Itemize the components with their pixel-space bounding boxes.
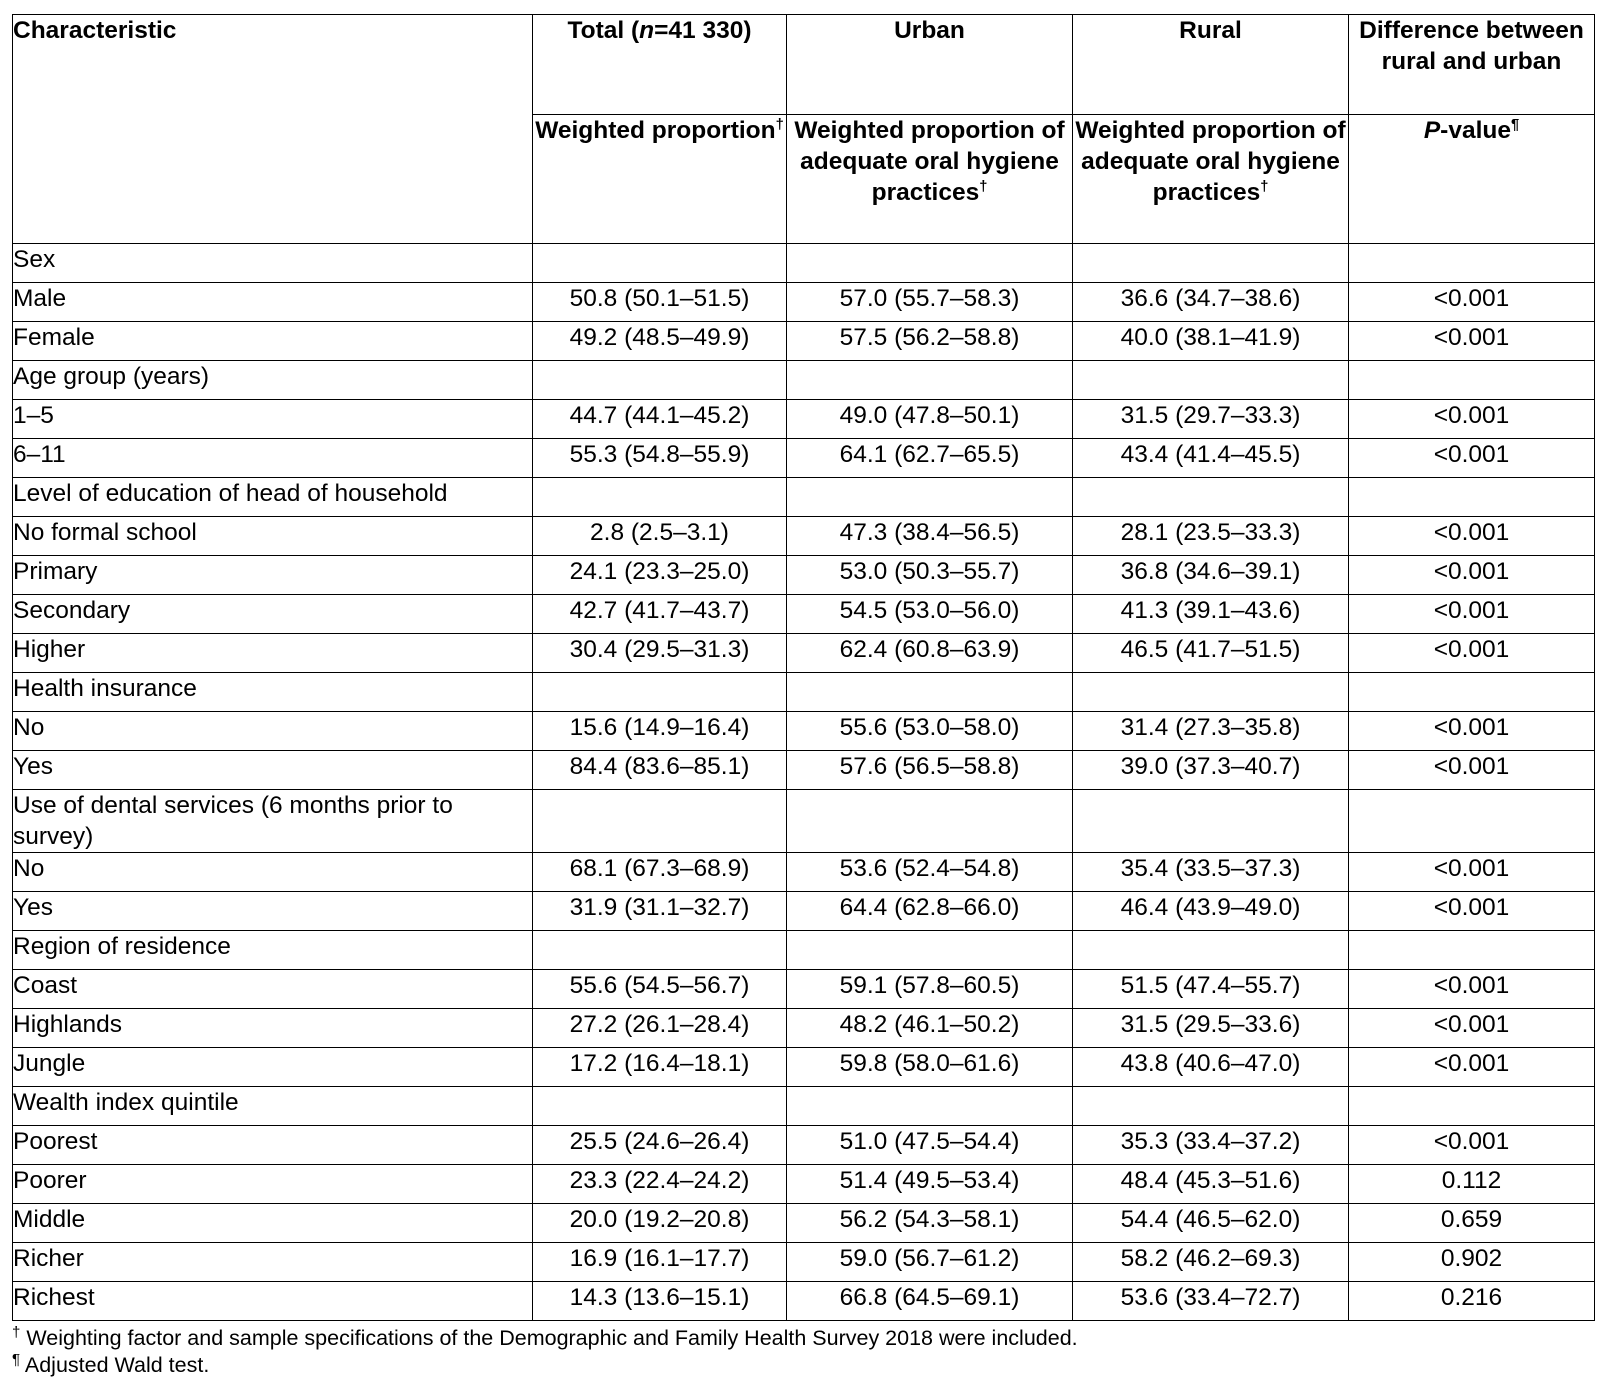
total-value: 15.6 (14.9–16.4) [533,712,787,751]
urban-value: 47.3 (38.4–56.5) [787,517,1073,556]
header-total: Total (n=41 330) [533,15,787,115]
rural-value: 43.4 (41.4–45.5) [1073,439,1349,478]
total-value: 55.3 (54.8–55.9) [533,439,787,478]
footnote [12,1352,1594,1379]
urban-value: 59.8 (58.0–61.6) [787,1048,1073,1087]
urban-value: 55.6 (53.0–58.0) [787,712,1073,751]
empty-cell [1073,1087,1349,1126]
p-value: <0.001 [1349,970,1595,1009]
rural-value: 48.4 (45.3–51.6) [1073,1165,1349,1204]
p-value: <0.001 [1349,400,1595,439]
empty-cell [1073,673,1349,712]
urban-value: 64.1 (62.7–65.5) [787,439,1073,478]
footnotes [12,1325,1594,1379]
p-value: <0.001 [1349,1048,1595,1087]
row-label: Poorest [13,1126,533,1165]
group-row [13,244,1595,283]
row-label: Male [13,283,533,322]
empty-cell [787,1087,1073,1126]
empty-cell [533,361,787,400]
urban-value: 59.1 (57.8–60.5) [787,970,1073,1009]
rural-value: 51.5 (47.4–55.7) [1073,970,1349,1009]
header-urban-weighted-adequate: Weighted proportion of adequate oral hygiene practices† [787,115,1073,244]
characteristics-table [12,14,1595,1321]
row-label: No formal school [13,517,533,556]
table-row [13,853,1595,892]
row-label: Coast [13,970,533,1009]
empty-cell [1073,478,1349,517]
urban-value: 53.0 (50.3–55.7) [787,556,1073,595]
rural-value: 28.1 (23.5–33.3) [1073,517,1349,556]
group-row [13,790,1595,853]
row-label: Poorer [13,1165,533,1204]
empty-cell [533,1087,787,1126]
p-value: 0.112 [1349,1165,1595,1204]
group-label: Use of dental services (6 months prior to survey) [13,790,533,853]
table-row [13,970,1595,1009]
group-row [13,673,1595,712]
empty-cell [1349,478,1595,517]
p-value: <0.001 [1349,634,1595,673]
table-row [13,1009,1595,1048]
row-label: Primary [13,556,533,595]
total-value: 25.5 (24.6–26.4) [533,1126,787,1165]
rural-value: 53.6 (33.4–72.7) [1073,1282,1349,1321]
total-value: 49.2 (48.5–49.9) [533,322,787,361]
empty-cell [1073,790,1349,853]
empty-cell [787,244,1073,283]
table-body [13,244,1595,1321]
empty-cell [533,790,787,853]
row-label: Richest [13,1282,533,1321]
group-row [13,361,1595,400]
footnote-symbol: † [12,1323,21,1341]
row-label: 1–5 [13,400,533,439]
footnote [12,1325,1594,1352]
empty-cell [1349,931,1595,970]
table-row [13,517,1595,556]
empty-cell [787,931,1073,970]
rural-value: 31.5 (29.5–33.6) [1073,1009,1349,1048]
row-label: No [13,712,533,751]
header-rural: Rural [1073,15,1349,115]
rural-value: 35.4 (33.5–37.3) [1073,853,1349,892]
group-label: Wealth index quintile [13,1087,533,1126]
urban-value: 51.4 (49.5–53.4) [787,1165,1073,1204]
total-value: 14.3 (13.6–15.1) [533,1282,787,1321]
total-value: 17.2 (16.4–18.1) [533,1048,787,1087]
header-weighted-proportion: Weighted proportion† [533,115,787,244]
total-value: 68.1 (67.3–68.9) [533,853,787,892]
table-row [13,1165,1595,1204]
group-row [13,1087,1595,1126]
urban-value: 57.0 (55.7–58.3) [787,283,1073,322]
table-row [13,400,1595,439]
table-row [13,1126,1595,1165]
total-value: 23.3 (22.4–24.2) [533,1165,787,1204]
row-label: Jungle [13,1048,533,1087]
rural-value: 41.3 (39.1–43.6) [1073,595,1349,634]
urban-value: 51.0 (47.5–54.4) [787,1126,1073,1165]
p-value: <0.001 [1349,751,1595,790]
rural-value: 36.6 (34.7–38.6) [1073,283,1349,322]
row-label: Richer [13,1243,533,1282]
urban-value: 57.5 (56.2–58.8) [787,322,1073,361]
p-value: <0.001 [1349,439,1595,478]
footnote-text: Weighting factor and sample specifications of the Demographic and Family Health Survey 2018 were included. [20,1326,1078,1350]
empty-cell [1073,244,1349,283]
urban-value: 66.8 (64.5–69.1) [787,1282,1073,1321]
urban-value: 48.2 (46.1–50.2) [787,1009,1073,1048]
empty-cell [533,244,787,283]
empty-cell [1349,673,1595,712]
total-value: 84.4 (83.6–85.1) [533,751,787,790]
group-label: Health insurance [13,673,533,712]
header-rural-weighted-adequate: Weighted proportion of adequate oral hygiene practices† [1073,115,1349,244]
rural-value: 35.3 (33.4–37.2) [1073,1126,1349,1165]
total-value: 27.2 (26.1–28.4) [533,1009,787,1048]
empty-cell [1349,790,1595,853]
table-row [13,556,1595,595]
rural-value: 46.5 (41.7–51.5) [1073,634,1349,673]
empty-cell [1349,361,1595,400]
urban-value: 62.4 (60.8–63.9) [787,634,1073,673]
empty-cell [1349,244,1595,283]
p-value: <0.001 [1349,322,1595,361]
p-value: <0.001 [1349,556,1595,595]
row-label: Middle [13,1204,533,1243]
total-value: 44.7 (44.1–45.2) [533,400,787,439]
total-value: 24.1 (23.3–25.0) [533,556,787,595]
document [12,14,1594,1379]
rural-value: 58.2 (46.2–69.3) [1073,1243,1349,1282]
table-row [13,751,1595,790]
group-label: Sex [13,244,533,283]
header-p-value: P-value¶ [1349,115,1595,244]
table-row [13,1204,1595,1243]
total-value: 55.6 (54.5–56.7) [533,970,787,1009]
table-row [13,283,1595,322]
empty-cell [1349,1087,1595,1126]
table-row [13,712,1595,751]
empty-cell [533,478,787,517]
p-value: <0.001 [1349,595,1595,634]
row-label: Female [13,322,533,361]
empty-cell [787,790,1073,853]
rural-value: 31.4 (27.3–35.8) [1073,712,1349,751]
urban-value: 56.2 (54.3–58.1) [787,1204,1073,1243]
row-label: Secondary [13,595,533,634]
empty-cell [787,478,1073,517]
row-label: Highlands [13,1009,533,1048]
empty-cell [787,673,1073,712]
table-row [13,1048,1595,1087]
header-difference: Difference between rural and urban [1349,15,1595,115]
group-label: Level of education of head of household [13,478,533,517]
empty-cell [533,673,787,712]
row-label: Yes [13,751,533,790]
rural-value: 36.8 (34.6–39.1) [1073,556,1349,595]
total-value: 16.9 (16.1–17.7) [533,1243,787,1282]
group-label: Age group (years) [13,361,533,400]
rural-value: 46.4 (43.9–49.0) [1073,892,1349,931]
urban-value: 64.4 (62.8–66.0) [787,892,1073,931]
group-row [13,931,1595,970]
total-value: 20.0 (19.2–20.8) [533,1204,787,1243]
empty-cell [1073,361,1349,400]
urban-value: 49.0 (47.8–50.1) [787,400,1073,439]
footnote-symbol: ¶ [12,1350,21,1368]
p-value: <0.001 [1349,853,1595,892]
rural-value: 54.4 (46.5–62.0) [1073,1204,1349,1243]
p-value: 0.216 [1349,1282,1595,1321]
p-value: <0.001 [1349,283,1595,322]
group-row [13,478,1595,517]
row-label: 6–11 [13,439,533,478]
row-label: Higher [13,634,533,673]
empty-cell [787,361,1073,400]
total-value: 42.7 (41.7–43.7) [533,595,787,634]
row-label: Yes [13,892,533,931]
p-value: <0.001 [1349,712,1595,751]
total-value: 50.8 (50.1–51.5) [533,283,787,322]
header-urban: Urban [787,15,1073,115]
table-row [13,439,1595,478]
header-characteristic: Characteristic [13,15,533,244]
header-row-1 [13,15,1595,115]
footnote-text: Adjusted Wald test. [20,1353,210,1377]
p-value: <0.001 [1349,517,1595,556]
p-value: 0.902 [1349,1243,1595,1282]
p-value: <0.001 [1349,1009,1595,1048]
urban-value: 59.0 (56.7–61.2) [787,1243,1073,1282]
table-row [13,1243,1595,1282]
urban-value: 57.6 (56.5–58.8) [787,751,1073,790]
empty-cell [1073,931,1349,970]
empty-cell [533,931,787,970]
rural-value: 39.0 (37.3–40.7) [1073,751,1349,790]
total-value: 31.9 (31.1–32.7) [533,892,787,931]
table-row [13,634,1595,673]
rural-value: 31.5 (29.7–33.3) [1073,400,1349,439]
total-value: 2.8 (2.5–3.1) [533,517,787,556]
total-value: 30.4 (29.5–31.3) [533,634,787,673]
p-value: 0.659 [1349,1204,1595,1243]
table-row [13,892,1595,931]
table-row [13,1282,1595,1321]
row-label: No [13,853,533,892]
urban-value: 53.6 (52.4–54.8) [787,853,1073,892]
p-value: <0.001 [1349,1126,1595,1165]
p-value: <0.001 [1349,892,1595,931]
group-label: Region of residence [13,931,533,970]
table-row [13,322,1595,361]
table-row [13,595,1595,634]
urban-value: 54.5 (53.0–56.0) [787,595,1073,634]
rural-value: 40.0 (38.1–41.9) [1073,322,1349,361]
rural-value: 43.8 (40.6–47.0) [1073,1048,1349,1087]
